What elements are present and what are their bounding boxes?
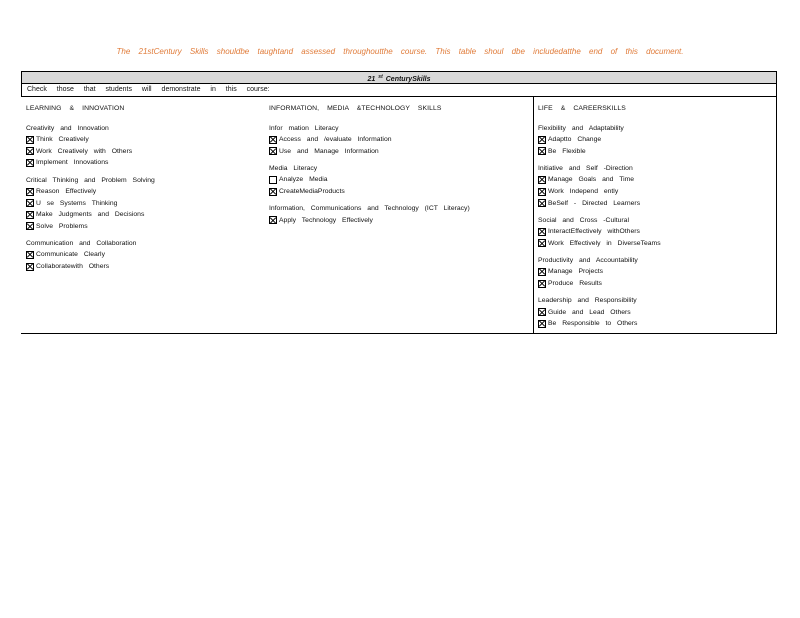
skill-label: Apply Technology Effectively bbox=[279, 216, 373, 224]
column-information-media-technology bbox=[269, 97, 531, 334]
skill-item bbox=[538, 318, 776, 330]
skill-label: Work Effectively in DiverseTeams bbox=[548, 239, 661, 247]
skill-label: Work Creatively with Others bbox=[36, 147, 133, 155]
table-title bbox=[21, 72, 777, 84]
title-superscript: st bbox=[378, 74, 383, 80]
skill-checkbox[interactable] bbox=[538, 199, 546, 207]
skill-item bbox=[269, 134, 531, 146]
skill-label: U se Systems Thinking bbox=[36, 199, 118, 207]
skill-group bbox=[538, 215, 776, 249]
title-text: CenturySkills bbox=[385, 76, 431, 83]
skill-checkbox[interactable] bbox=[26, 159, 34, 167]
skill-checkbox[interactable] bbox=[538, 308, 546, 316]
skill-checkbox[interactable] bbox=[26, 188, 34, 196]
skill-checkbox[interactable] bbox=[538, 188, 546, 196]
skill-checkbox[interactable] bbox=[269, 216, 277, 224]
column-heading: LIFE & CAREERSKILLS bbox=[538, 105, 626, 112]
skill-item bbox=[269, 186, 531, 198]
skill-checkbox[interactable] bbox=[269, 176, 277, 184]
skill-item bbox=[538, 226, 776, 238]
skill-group bbox=[538, 123, 776, 157]
skill-label: Solve Problems bbox=[36, 222, 88, 230]
skill-checkbox[interactable] bbox=[26, 136, 34, 144]
skill-item bbox=[538, 134, 776, 146]
skill-label: Implement Innovations bbox=[36, 159, 109, 167]
skill-group bbox=[538, 163, 776, 209]
skill-item bbox=[269, 214, 531, 226]
skill-item bbox=[26, 249, 266, 261]
skills-columns bbox=[21, 96, 777, 334]
skill-group-title: Critical Thinking and Problem Solving bbox=[26, 176, 155, 184]
skill-group-title: Initiative and Self -Direction bbox=[538, 165, 633, 173]
skill-item bbox=[26, 146, 266, 158]
skill-label: Use and Manage Information bbox=[279, 147, 379, 155]
skill-item bbox=[538, 266, 776, 278]
skill-checkbox[interactable] bbox=[538, 280, 546, 288]
skill-label: BeSelf - Directed Learners bbox=[548, 199, 641, 207]
skill-label: Adaptto Change bbox=[548, 136, 602, 144]
skill-checkbox[interactable] bbox=[26, 251, 34, 259]
skill-label: Guide and Lead Others bbox=[548, 308, 631, 316]
skill-group-title: Flexibility and Adaptability bbox=[538, 125, 624, 132]
skill-label: Work Independ ently bbox=[548, 188, 619, 196]
skill-checkbox[interactable] bbox=[538, 136, 546, 144]
skill-group bbox=[538, 295, 776, 329]
skill-group bbox=[26, 175, 266, 232]
skill-group-title: Information, Communications and Technology (ICT Literacy) bbox=[269, 205, 470, 213]
skill-item bbox=[538, 278, 776, 290]
skill-item bbox=[269, 146, 531, 158]
skill-label: Reason Effectively bbox=[36, 188, 97, 196]
skill-group-title: Creativity and Innovation bbox=[26, 125, 109, 132]
skill-checkbox[interactable] bbox=[269, 147, 277, 155]
skill-label: Be Flexible bbox=[548, 147, 586, 155]
skill-group bbox=[26, 123, 266, 169]
skill-group-title: Social and Cross -Cultural bbox=[538, 216, 629, 224]
skill-item bbox=[26, 157, 266, 169]
skill-label: InteractEffectively withOthers bbox=[548, 228, 640, 236]
check-instruction: Check those that students will demonstrate in this course: bbox=[21, 84, 777, 96]
skill-group bbox=[26, 238, 266, 272]
skill-group-title: Infor mation Literacy bbox=[269, 125, 339, 132]
skill-group-title: Productivity and Accountability bbox=[538, 257, 638, 265]
skill-item bbox=[26, 261, 266, 273]
skill-checkbox[interactable] bbox=[538, 176, 546, 184]
skill-group bbox=[269, 203, 531, 226]
skill-group bbox=[538, 255, 776, 289]
skill-checkbox[interactable] bbox=[538, 239, 546, 247]
column-learning-innovation bbox=[26, 97, 266, 334]
skill-label: Manage Goals and Time bbox=[548, 176, 635, 184]
skill-label: CreateMediaProducts bbox=[279, 188, 345, 196]
skill-group-title: Communication and Collaboration bbox=[26, 240, 137, 248]
skill-checkbox[interactable] bbox=[538, 228, 546, 236]
skill-item bbox=[538, 306, 776, 318]
skill-checkbox[interactable] bbox=[26, 222, 34, 230]
skill-label: Manage Projects bbox=[548, 268, 604, 276]
column-life-career bbox=[533, 97, 776, 334]
skill-label: Think Creatively bbox=[36, 136, 89, 144]
skill-group-title: Leadership and Responsibility bbox=[538, 297, 637, 305]
skill-item bbox=[269, 174, 531, 186]
skill-label: Communicate Clearly bbox=[36, 251, 105, 259]
skill-checkbox[interactable] bbox=[538, 268, 546, 276]
skill-label: Produce Results bbox=[548, 280, 602, 288]
skill-checkbox[interactable] bbox=[269, 188, 277, 196]
skill-item bbox=[26, 134, 266, 146]
title-number: 21 bbox=[367, 76, 376, 83]
skill-item bbox=[538, 197, 776, 209]
instruction-note: The 21stCentury Skills shouldbe taughtand assessed throughoutthe course. This table shoul dbe includedatthe end of this document. bbox=[116, 47, 684, 56]
skill-item bbox=[26, 221, 266, 233]
skill-group bbox=[269, 163, 531, 197]
skill-item bbox=[26, 186, 266, 198]
skills-table bbox=[21, 71, 777, 334]
skill-item bbox=[26, 209, 266, 221]
skill-item bbox=[538, 146, 776, 158]
skill-checkbox[interactable] bbox=[538, 320, 546, 328]
skill-group-title: Media Literacy bbox=[269, 165, 318, 173]
column-heading: INFORMATION, MEDIA &TECHNOLOGY SKILLS bbox=[269, 105, 442, 112]
skill-checkbox[interactable] bbox=[26, 263, 34, 271]
skill-group bbox=[269, 123, 531, 157]
column-heading: LEARNING & INNOVATION bbox=[26, 105, 125, 112]
skill-checkbox[interactable] bbox=[26, 147, 34, 155]
skill-checkbox[interactable] bbox=[269, 136, 277, 144]
skill-item bbox=[538, 174, 776, 186]
skill-label: Access and /evaluate Information bbox=[279, 136, 392, 144]
skill-label: Make Judgments and Decisions bbox=[36, 211, 145, 219]
skill-checkbox[interactable] bbox=[26, 211, 34, 219]
skill-label: Be Responsible to Others bbox=[548, 320, 638, 328]
skill-checkbox[interactable] bbox=[26, 199, 34, 207]
skill-item bbox=[26, 197, 266, 209]
skill-label: Collaboratewith Others bbox=[36, 263, 110, 271]
skill-item bbox=[538, 186, 776, 198]
skill-checkbox[interactable] bbox=[538, 147, 546, 155]
skill-item bbox=[538, 238, 776, 250]
skill-label: Analyze Media bbox=[279, 176, 328, 184]
